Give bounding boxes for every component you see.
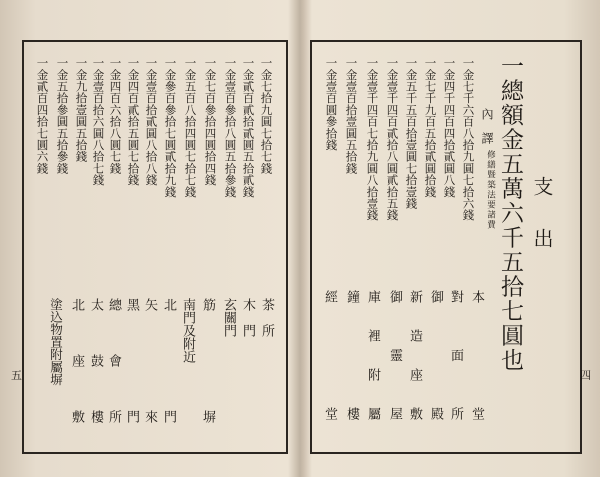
right-item-6: 庫裡附屬 (365, 290, 380, 420)
left-amount-7: 一金壹百拾貳圓八拾八錢 (144, 57, 159, 186)
left-amount-10: 一金壹百拾六圓八拾七錢 (91, 57, 106, 186)
right-amount-4: 一金五千五百拾壹圓七拾壹錢 (404, 57, 419, 210)
left-item-12: 塗込物置附屬塀 (48, 298, 64, 386)
left-item-5: 南門及附近 (180, 298, 195, 363)
right-item-3: 御 殿 (428, 290, 443, 420)
left-amount-13: 一金貳百四拾七圓六錢 (35, 57, 50, 174)
left-amount-11: 一金九拾壹圓五拾錢 (74, 57, 89, 163)
left-item-3: 玄關門 (221, 298, 236, 337)
right-item-1: 本 堂 (469, 290, 484, 420)
left-amount-4: 一金七百參拾四圓拾四錢 (203, 57, 218, 186)
left-item-9: 總會所 (106, 298, 121, 423)
right-page-number: 四 (580, 369, 591, 382)
left-amount-3: 一金壹百參拾八圓五拾參錢 (223, 57, 238, 198)
right-amount-7: 一金壹百拾壹圓五拾錢 (344, 57, 359, 174)
right-item-2: 對面所 (448, 290, 463, 420)
right-item-7: 鐘 樓 (344, 290, 359, 420)
right-amount-2: 一金四千四百四拾貳圓八錢 (442, 57, 457, 198)
right-item-5: 御靈屋 (387, 290, 402, 420)
right-item-4: 新造座敷 (407, 290, 422, 420)
right-item-8: 經 堂 (322, 290, 337, 420)
section-title: 支 出 (530, 176, 554, 254)
left-item-1: 茶 所 (259, 298, 274, 337)
left-amount-8: 一金四百貳拾五圓七拾錢 (126, 57, 141, 186)
right-amount-1: 一金七千六百八拾九圓七拾六錢 (461, 57, 476, 221)
left-page-number: 五 (11, 369, 22, 382)
left-amount-2: 一金貳百貳拾貳圓五拾貳錢 (241, 57, 256, 198)
left-item-7: 矢 來 (142, 298, 157, 423)
left-item-8: 黑 門 (124, 298, 139, 423)
left-item-11: 北座敷 (69, 298, 84, 423)
left-amount-6: 一金參百參拾七圓貳拾九錢 (163, 57, 178, 198)
left-item-4: 筋 塀 (200, 298, 215, 423)
breakdown-note: 修繕暨築法要諸費 (485, 150, 496, 230)
right-amount-8: 一金壹百圓參拾錢 (324, 57, 339, 151)
left-amount-9: 一金四百六拾八圓七錢 (108, 57, 123, 174)
right-amount-5: 一金壹千四百貳拾八圓貳拾五錢 (385, 57, 400, 221)
left-item-2: 木 門 (240, 298, 255, 337)
left-item-10: 太鼓樓 (88, 298, 103, 423)
right-amount-6: 一金壹千四百七拾九圓八拾壹錢 (365, 57, 380, 221)
left-amount-12: 一金五拾參圓五拾參錢 (55, 57, 70, 174)
right-amount-3: 一金七千九百五拾貳圓拾錢 (423, 57, 438, 198)
left-amount-5: 一金五百八拾四圓七拾七錢 (183, 57, 198, 198)
left-amount-1: 一金七拾九圓七拾七錢 (259, 57, 274, 174)
left-item-6: 北 門 (161, 298, 176, 423)
breakdown-label: 內 譯 (480, 108, 494, 144)
grand-total: 一總額金五萬六千五拾七圓也 (497, 54, 523, 373)
